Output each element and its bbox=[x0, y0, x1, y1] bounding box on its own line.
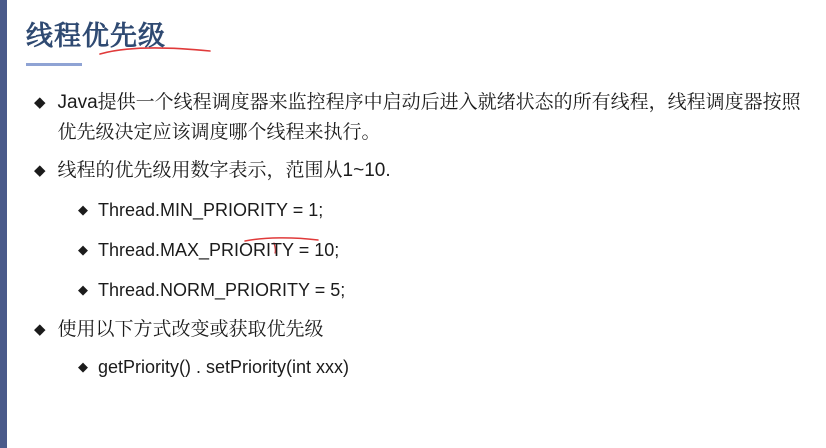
list-item bbox=[26, 156, 812, 186]
page-title: 线程优先级 bbox=[26, 21, 166, 51]
list-item bbox=[26, 196, 812, 224]
list-item-text: Thread.NORM_PRIORITY = 5; bbox=[98, 280, 346, 300]
diamond-bullet-icon: ◆ bbox=[78, 242, 88, 257]
list-item-text: Java提供一个线程调度器来监控程序中启动后进入就绪状态的所有线程，线程调度器按照优先级决定应该调度哪个线程来执行。 bbox=[57, 92, 801, 143]
list-item-text: 使用以下方式改变或获取优先级 bbox=[57, 319, 324, 340]
list-item bbox=[26, 236, 812, 264]
list-item-text: 线程的优先级用数字表示，范围从1~10. bbox=[57, 160, 391, 181]
list-item bbox=[26, 315, 812, 345]
left-accent-bar bbox=[0, 0, 7, 448]
slide-content bbox=[26, 88, 812, 383]
list-item-text: Thread.MAX_PRIORITY = 10; bbox=[98, 240, 340, 260]
diamond-bullet-icon: ◆ bbox=[78, 282, 88, 297]
diamond-bullet-icon: ◆ bbox=[34, 94, 46, 111]
diamond-bullet-icon: ◆ bbox=[34, 162, 46, 179]
list-item bbox=[26, 88, 812, 148]
diamond-bullet-icon: ◆ bbox=[78, 359, 88, 374]
diamond-bullet-icon: ◆ bbox=[34, 321, 46, 338]
diamond-bullet-icon: ◆ bbox=[78, 202, 88, 217]
title-underline bbox=[26, 63, 82, 66]
list-item bbox=[26, 353, 812, 381]
list-item-text: Thread.MIN_PRIORITY = 1; bbox=[98, 200, 324, 220]
list-item bbox=[26, 276, 812, 304]
list-item-text: getPriority() . setPriority(int xxx) bbox=[98, 357, 350, 377]
